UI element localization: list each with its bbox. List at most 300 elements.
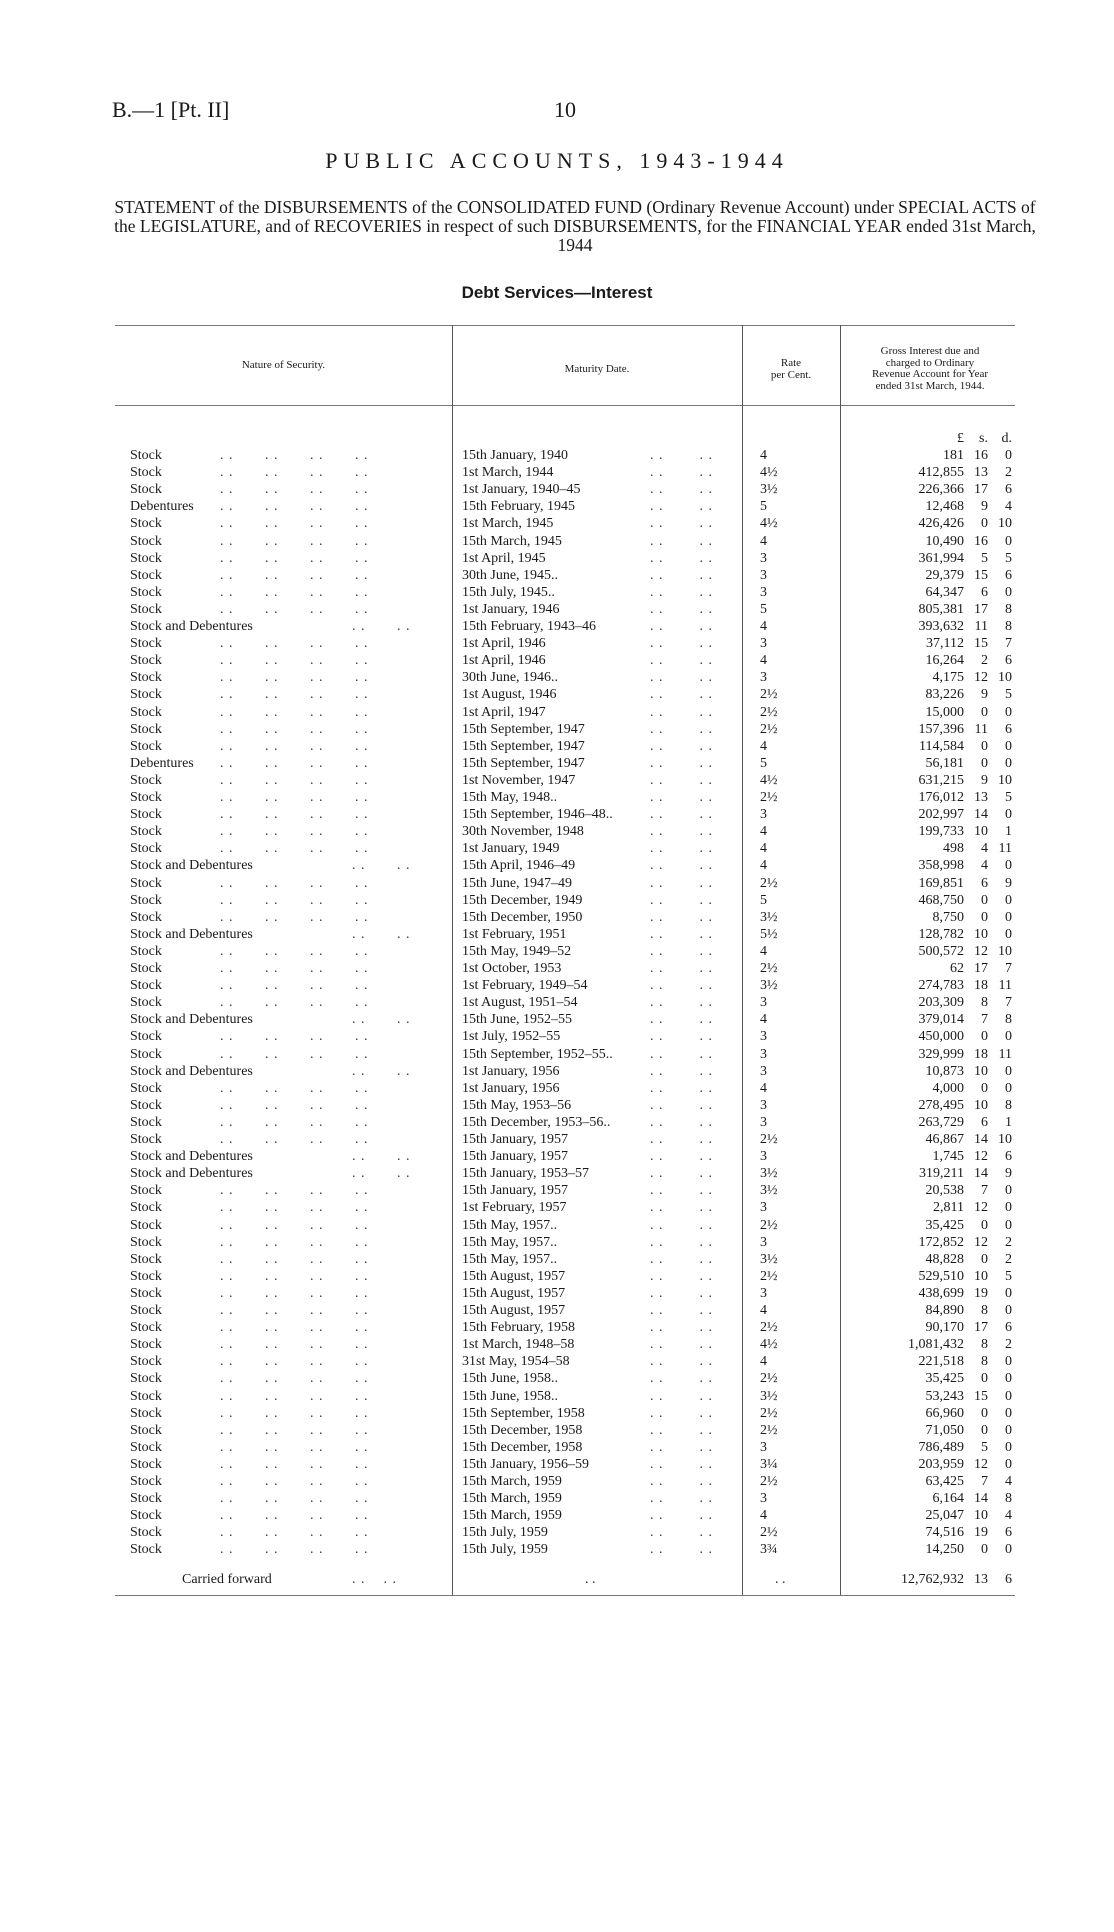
amount-pence: 9 <box>1005 875 1012 891</box>
leader-dots: . . . . <box>650 1508 713 1524</box>
rate-per-cent: 3 <box>760 636 767 652</box>
maturity-date: 15th December, 1953–56.. <box>462 1114 611 1130</box>
maturity-date: 1st March, 1945 <box>462 516 554 532</box>
maturity-date: 15th February, 1943–46 <box>462 619 597 634</box>
amount-pence: 8 <box>1005 1012 1012 1028</box>
amount-pounds: 500,572 <box>918 943 964 959</box>
table-row <box>0 1268 1114 1285</box>
amount-pence: 0 <box>1005 926 1012 942</box>
security-nature: Stock <box>130 1354 162 1370</box>
leader-dots: . . . . . . . . <box>220 1046 369 1062</box>
leader-dots: . . . . <box>650 1491 713 1507</box>
security-nature: Stock and Debentures <box>130 619 253 634</box>
leader-dots: . . . . <box>650 448 713 463</box>
maturity-date: 1st January, 1949 <box>462 841 560 857</box>
amount-pence: 1 <box>1005 824 1012 840</box>
amount-pence: 4 <box>1005 499 1012 515</box>
maturity-date: 15th March, 1945 <box>462 533 562 549</box>
leader-dots: . . . . . . . . <box>220 721 369 737</box>
table-row <box>0 1063 1114 1080</box>
amount-shillings: 11 <box>974 619 988 634</box>
header-gross-line-2: charged to Ordinary <box>885 356 975 369</box>
header-nature: Nature of Security. <box>241 359 326 371</box>
leader-dots: . . . . <box>650 1012 713 1028</box>
leader-dots: . . . . <box>650 1371 713 1387</box>
security-nature: Debentures <box>130 499 194 515</box>
amount-shillings: 14 <box>974 1132 988 1147</box>
rate-per-cent: 4 <box>760 619 767 634</box>
table-row <box>0 584 1114 601</box>
maturity-date: 15th September, 1952–55.. <box>462 1046 613 1062</box>
maturity-date: 1st February, 1949–54 <box>462 978 588 994</box>
maturity-date: 1st January, 1946 <box>462 601 560 617</box>
rate-per-cent: 4½ <box>760 465 778 481</box>
amount-pence: 11 <box>998 978 1012 994</box>
header-gross-interest <box>840 346 1020 392</box>
leader-dots: . . . . <box>650 1268 713 1284</box>
security-nature: Stock <box>130 1474 162 1489</box>
amount-pence: 0 <box>1005 738 1012 754</box>
amount-pounds: 6,164 <box>932 1491 964 1507</box>
rate-per-cent: 5 <box>760 499 767 515</box>
security-nature: Stock <box>130 909 162 925</box>
leader-dots: . . . . . . . . <box>220 909 369 925</box>
table-row <box>0 464 1114 481</box>
leader-dots: . . . . <box>352 619 411 634</box>
leader-dots: . . . . . . . . <box>220 824 369 840</box>
table-row <box>0 1199 1114 1216</box>
leader-dots: . . . . . . . . <box>220 1422 369 1438</box>
unit-shillings: s. <box>979 431 988 446</box>
amount-pounds: 202,997 <box>918 807 964 823</box>
amount-pence: 0 <box>1005 892 1012 908</box>
amount-pounds: 35,425 <box>925 1217 964 1233</box>
amount-shillings: 18 <box>974 978 988 994</box>
amount-pounds: 172,852 <box>918 1234 964 1250</box>
leader-dots: . . . . <box>650 1251 713 1267</box>
amount-shillings: 7 <box>981 1474 988 1489</box>
leader-dots: . . . . <box>650 1303 713 1318</box>
leader-dots: . . . . . . . . <box>220 1491 369 1507</box>
leader-dots: . . . . . . . . <box>220 841 369 857</box>
rate-per-cent: 3 <box>760 1285 767 1301</box>
page-number: 10 <box>554 97 576 122</box>
leader-dots: . . . . . . . . <box>220 653 369 669</box>
leader-dots: . . . . <box>650 858 713 874</box>
leader-dots: . . . . <box>352 1149 411 1165</box>
table-row <box>0 806 1114 823</box>
amount-shillings: 0 <box>981 516 988 532</box>
leader-dots: . . . . <box>650 790 713 805</box>
leader-dots: . . . . <box>650 1166 713 1182</box>
amount-shillings: 0 <box>981 755 988 771</box>
leader-dots: . . . . <box>650 875 713 891</box>
table-row <box>0 977 1114 994</box>
leader-dots: . . . . . . . . <box>220 943 369 959</box>
table-row <box>0 1285 1114 1302</box>
table-row <box>0 533 1114 550</box>
leader-dots: . . . . <box>650 499 713 515</box>
amount-pence: 0 <box>1005 1371 1012 1387</box>
maturity-date: 15th June, 1947–49 <box>462 875 573 891</box>
leader-dots: . . . . <box>650 1029 713 1045</box>
leader-dots: . . . . <box>650 465 713 481</box>
amount-pence: 0 <box>1005 448 1012 463</box>
amount-pence: 6 <box>1005 1149 1012 1165</box>
leader-dots: . . . . . . . . <box>220 1371 369 1387</box>
leader-dots: . . . . <box>650 670 713 686</box>
amount-shillings: 12 <box>974 670 988 686</box>
maturity-date: 1st April, 1946 <box>462 636 546 652</box>
maturity-date: 1st March, 1944 <box>462 465 554 481</box>
amount-pence: 8 <box>1005 601 1012 617</box>
maturity-date: 15th December, 1958 <box>462 1439 583 1455</box>
maturity-date: 15th June, 1958.. <box>462 1388 559 1404</box>
table-row <box>0 772 1114 789</box>
table-row <box>0 823 1114 840</box>
table-row <box>0 857 1114 874</box>
amount-pence: 0 <box>1005 1200 1012 1216</box>
amount-shillings: 0 <box>981 1080 988 1096</box>
security-nature: Stock <box>130 1337 162 1353</box>
security-nature: Stock and Debentures <box>130 1012 253 1028</box>
amount-pounds: 63,425 <box>925 1474 964 1489</box>
amount-shillings: 0 <box>981 1542 988 1558</box>
amount-pence: 7 <box>1005 995 1012 1011</box>
leader-dots: . . . . <box>650 567 713 583</box>
amount-shillings: 5 <box>981 550 988 566</box>
amount-pounds: 48,828 <box>925 1251 964 1267</box>
leader-dots: . . <box>585 1572 596 1587</box>
rate-per-cent: 4 <box>760 448 767 463</box>
amount-pence: 0 <box>1005 1080 1012 1096</box>
amount-pounds: 805,381 <box>918 601 964 617</box>
rate-per-cent: 4 <box>760 824 767 840</box>
table-row <box>0 635 1114 652</box>
security-nature: Stock <box>130 1491 162 1507</box>
rate-per-cent: 5 <box>760 892 767 908</box>
rate-per-cent: 2½ <box>760 721 778 737</box>
table-row <box>0 498 1114 515</box>
table-row <box>0 669 1114 686</box>
amount-shillings: 11 <box>974 721 988 737</box>
amount-shillings: 16 <box>974 448 988 463</box>
leader-dots: . . . . . . . . <box>220 1251 369 1267</box>
leader-dots: . . . . <box>650 1183 713 1199</box>
table-row <box>0 721 1114 738</box>
amount-pounds: 15,000 <box>925 704 964 720</box>
table-row <box>0 875 1114 892</box>
leader-dots: . . . . <box>352 1572 397 1587</box>
amount-shillings: 8 <box>981 995 988 1011</box>
table-row <box>0 481 1114 498</box>
maturity-date: 15th January, 1957 <box>462 1132 569 1147</box>
leader-dots: . . . . . . . . <box>220 1303 369 1318</box>
amount-pence: 4 <box>1005 1474 1012 1489</box>
amount-pounds: 203,309 <box>918 995 964 1011</box>
amount-pounds: 10,490 <box>925 533 964 549</box>
rate-per-cent: 3 <box>760 550 767 566</box>
leader-dots: . . . . <box>650 601 713 617</box>
amount-shillings: 13 <box>974 790 988 805</box>
rate-per-cent: 3 <box>760 670 767 686</box>
rate-per-cent: 2½ <box>760 1132 778 1147</box>
security-nature: Stock <box>130 1132 162 1147</box>
security-nature: Stock <box>130 772 162 788</box>
amount-pence: 2 <box>1005 1251 1012 1267</box>
amount-pounds: 176,012 <box>918 790 964 805</box>
amount-pence: 6 <box>1005 721 1012 737</box>
security-nature: Stock and Debentures <box>130 858 253 874</box>
amount-pounds: 4,175 <box>932 670 964 686</box>
table-row <box>0 943 1114 960</box>
maturity-date: 15th August, 1957 <box>462 1268 566 1284</box>
amount-shillings: 4 <box>981 858 988 874</box>
amount-pounds: 64,347 <box>925 584 964 600</box>
leader-dots: . . . . <box>650 1046 713 1062</box>
amount-pounds: 62 <box>950 961 964 976</box>
rate-per-cent: 4 <box>760 1508 767 1524</box>
unit-pence: d. <box>1001 431 1012 446</box>
maturity-date: 15th December, 1950 <box>462 909 583 925</box>
table-row <box>0 1182 1114 1199</box>
leader-dots: . . . . <box>650 550 713 566</box>
amount-pounds: 83,226 <box>925 687 964 703</box>
table-row <box>0 1028 1114 1045</box>
table-row <box>0 567 1114 584</box>
amount-shillings: 0 <box>981 1371 988 1387</box>
amount-pounds: 16,264 <box>925 653 964 669</box>
security-nature: Stock and Debentures <box>130 1166 253 1182</box>
maturity-date: 15th March, 1959 <box>462 1474 562 1489</box>
rate-per-cent: 4 <box>760 858 767 874</box>
amount-pounds: 438,699 <box>918 1285 964 1301</box>
leader-dots: . . . . . . . . <box>220 465 369 481</box>
security-nature: Stock <box>130 1251 162 1267</box>
security-nature: Stock <box>130 1456 162 1472</box>
amount-pounds: 25,047 <box>925 1508 964 1524</box>
leader-dots: . . . . . . . . <box>220 1132 369 1147</box>
rate-per-cent: 4½ <box>760 516 778 532</box>
amount-pounds: 426,426 <box>918 516 964 532</box>
header-rate-line-2: per Cent. <box>770 368 812 381</box>
amount-pence: 0 <box>1005 584 1012 600</box>
leader-dots: . . . . . . . . <box>220 978 369 994</box>
amount-pence: 0 <box>1005 1217 1012 1233</box>
leader-dots: . . . . . . . . <box>220 516 369 532</box>
maturity-date: 1st February, 1957 <box>462 1200 567 1216</box>
amount-shillings: 5 <box>981 1439 988 1455</box>
leader-dots: . . <box>775 1572 786 1587</box>
amount-shillings: 12 <box>974 1200 988 1216</box>
leader-dots: . . . . <box>650 1439 713 1455</box>
security-nature: Stock <box>130 1285 162 1301</box>
security-nature: Stock <box>130 1234 162 1250</box>
leader-dots: . . . . . . . . <box>220 1183 369 1199</box>
security-nature: Stock <box>130 1200 162 1216</box>
amount-pence: 0 <box>1005 704 1012 720</box>
rate-per-cent: 3 <box>760 1046 767 1062</box>
security-nature: Stock <box>130 601 162 617</box>
carried-forward-pounds: 12,762,932 <box>901 1572 964 1587</box>
amount-pence: 7 <box>1005 961 1012 976</box>
amount-shillings: 0 <box>981 909 988 925</box>
leader-dots: . . . . . . . . <box>220 1268 369 1284</box>
security-nature: Stock and Debentures <box>130 926 253 942</box>
table-row <box>0 1473 1114 1490</box>
leader-dots: . . . . <box>650 1234 713 1250</box>
maturity-date: 15th January, 1940 <box>462 448 569 463</box>
rate-per-cent: 2½ <box>760 1525 778 1541</box>
maturity-date: 15th July, 1959 <box>462 1542 548 1558</box>
rate-per-cent: 3 <box>760 1029 767 1045</box>
amount-pence: 0 <box>1005 1303 1012 1318</box>
security-nature: Stock <box>130 1320 162 1336</box>
rate-per-cent: 4 <box>760 943 767 959</box>
table-row <box>0 840 1114 857</box>
security-nature: Stock <box>130 687 162 703</box>
security-nature: Stock <box>130 1542 162 1558</box>
amount-pounds: 319,211 <box>919 1166 964 1182</box>
security-nature: Stock <box>130 1029 162 1045</box>
maturity-date: 1st November, 1947 <box>462 772 576 788</box>
leader-dots: . . . . <box>650 584 713 600</box>
security-nature: Stock <box>130 961 162 976</box>
leader-dots: . . . . <box>650 516 713 532</box>
amount-shillings: 2 <box>981 653 988 669</box>
security-nature: Stock <box>130 1268 162 1284</box>
leader-dots: . . . . <box>650 1405 713 1421</box>
leader-dots: . . . . <box>650 1388 713 1404</box>
amount-pence: 1 <box>1005 1114 1012 1130</box>
leader-dots: . . . . <box>650 995 713 1011</box>
table-row <box>0 926 1114 943</box>
security-nature: Stock <box>130 465 162 481</box>
leader-dots: . . . . <box>650 533 713 549</box>
maturity-date: 30th November, 1948 <box>462 824 584 840</box>
maturity-date: 1st July, 1952–55 <box>462 1029 561 1045</box>
rate-per-cent: 5½ <box>760 926 778 942</box>
amount-pence: 8 <box>1005 619 1012 634</box>
amount-pence: 0 <box>1005 1183 1012 1199</box>
amount-pounds: 631,215 <box>918 772 964 788</box>
maturity-date: 15th August, 1957 <box>462 1285 566 1301</box>
leader-dots: . . . . . . . . <box>220 687 369 703</box>
amount-pence: 6 <box>1005 1320 1012 1336</box>
maturity-date: 15th May, 1957.. <box>462 1234 558 1250</box>
maturity-date: 15th February, 1958 <box>462 1320 576 1336</box>
table-row <box>0 1114 1114 1131</box>
amount-shillings: 19 <box>974 1285 988 1301</box>
leader-dots: . . . . . . . . <box>220 448 369 463</box>
leader-dots: . . . . . . . . <box>220 1405 369 1421</box>
leader-dots: . . . . . . . . <box>220 670 369 686</box>
leader-dots: . . . . . . . . <box>220 1337 369 1353</box>
leader-dots: . . . . <box>352 1063 411 1079</box>
leader-dots: . . . . <box>650 636 713 652</box>
amount-shillings: 10 <box>974 824 988 840</box>
leader-dots: . . . . . . . . <box>220 584 369 600</box>
amount-pence: 0 <box>1005 807 1012 823</box>
leader-dots: . . . . <box>650 772 713 788</box>
security-nature: Stock <box>130 1422 162 1438</box>
rate-per-cent: 4½ <box>760 772 778 788</box>
table-row <box>0 1234 1114 1251</box>
leader-dots: . . . . <box>650 909 713 925</box>
leader-dots: . . . . <box>650 1525 713 1541</box>
leader-dots: . . . . . . . . <box>220 1354 369 1370</box>
leader-dots: . . . . . . . . <box>220 482 369 498</box>
leader-dots: . . . . . . . . <box>220 1542 369 1558</box>
amount-pence: 0 <box>1005 1456 1012 1472</box>
maturity-date: 1st April, 1946 <box>462 653 546 669</box>
leader-dots: . . . . . . . . <box>220 755 369 771</box>
amount-shillings: 14 <box>974 807 988 823</box>
security-nature: Stock <box>130 807 162 823</box>
amount-pounds: 114,584 <box>919 738 964 754</box>
leader-dots: . . . . <box>650 1456 713 1472</box>
table-row <box>0 1251 1114 1268</box>
maturity-date: 15th August, 1957 <box>462 1303 566 1318</box>
header-rate-line-1: Rate <box>780 357 802 369</box>
leader-dots: . . . . <box>650 721 713 737</box>
carried-forward-label: Carried forward <box>182 1572 272 1587</box>
rate-per-cent: 2½ <box>760 687 778 703</box>
rate-per-cent: 2½ <box>760 1268 778 1284</box>
leader-dots: . . . . <box>650 961 713 976</box>
amount-shillings: 9 <box>981 772 988 788</box>
amount-pounds: 10,873 <box>925 1063 964 1079</box>
leader-dots: . . . . . . . . <box>220 995 369 1011</box>
security-nature: Stock <box>130 653 162 669</box>
leader-dots: . . . . . . . . <box>220 1029 369 1045</box>
leader-dots: . . . . . . . . <box>220 892 369 908</box>
leader-dots: . . . . <box>650 1422 713 1438</box>
table-row <box>0 515 1114 532</box>
header-gross-line-3: Revenue Account for Year <box>871 368 989 380</box>
table-row <box>0 1524 1114 1541</box>
table-row <box>0 909 1114 926</box>
rate-per-cent: 3½ <box>760 1388 778 1404</box>
leader-dots: . . . . <box>650 1474 713 1489</box>
amount-shillings: 18 <box>974 1046 988 1062</box>
rate-per-cent: 3 <box>760 1439 767 1455</box>
amount-pounds: 450,000 <box>918 1029 964 1045</box>
rate-per-cent: 3½ <box>760 978 778 994</box>
security-nature: Stock <box>130 533 162 549</box>
maturity-date: 1st February, 1951 <box>462 926 567 942</box>
rate-per-cent: 3½ <box>760 482 778 498</box>
amount-pounds: 199,733 <box>918 824 964 840</box>
table-row <box>0 1097 1114 1114</box>
rate-per-cent: 2½ <box>760 875 778 891</box>
amount-pounds: 329,999 <box>918 1046 964 1062</box>
amount-pence: 0 <box>1005 1354 1012 1370</box>
security-nature: Stock <box>130 892 162 908</box>
amount-pence: 5 <box>1005 550 1012 566</box>
security-nature: Stock <box>130 516 162 532</box>
table-row <box>0 1080 1114 1097</box>
leader-dots: . . . . <box>352 1166 411 1182</box>
rate-per-cent: 2½ <box>760 1371 778 1387</box>
amount-pounds: 274,783 <box>918 978 964 994</box>
leader-dots: . . . . <box>650 943 713 959</box>
amount-pounds: 71,050 <box>925 1422 964 1438</box>
amount-pence: 8 <box>1005 1491 1012 1507</box>
maturity-date: 1st August, 1951–54 <box>462 995 578 1011</box>
leader-dots: . . . . . . . . <box>220 533 369 549</box>
leader-dots: . . . . . . . . <box>220 1217 369 1233</box>
